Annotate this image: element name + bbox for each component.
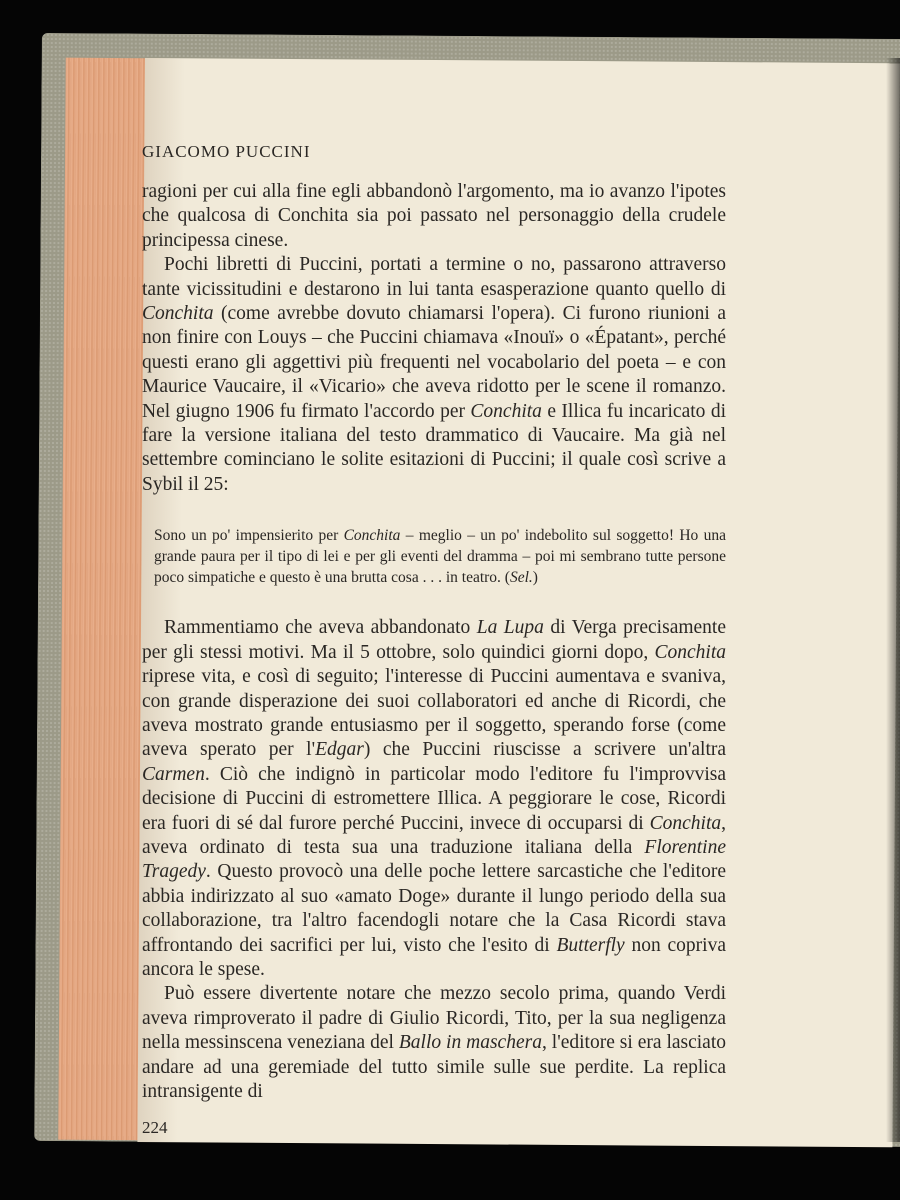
paragraph-3-text-b: di Verga precisamente per gli stessi motivi. Ma il 5 ottobre, solo quindici giorni dopo, — [142, 617, 726, 663]
paragraph-1: ragioni per cui alla fine egli abbandonò l'argomento, ma io avanzo l'ipotes che qualcosa di Conchita sia poi passato nel personaggio della crudele principessa cinese. — [142, 181, 726, 251]
paragraph-2 — [142, 253, 726, 497]
quote-title-1: Conchita — [343, 527, 401, 545]
quote-text-c: ) — [532, 569, 538, 587]
paragraph-3-title-4: Carmen — [142, 763, 205, 785]
page-content — [130, 142, 726, 1138]
paragraph-3-title-2: Conchita — [654, 641, 726, 663]
paragraph-3-text-c: riprese vita, e così di seguito; l'interesse di Puccini aumentava e svaniva, con grande disperazione dei suoi collaboratori ed anche di Ricordi, che aveva mostrato grande entusiasmo per il soggetto, sperando forse (come aveva sperato per l' — [142, 666, 726, 761]
page-number: 224 — [142, 1118, 168, 1138]
gutter-shadow — [886, 58, 900, 1142]
quote-text-b: – meglio – un po' indebolito sul soggetto! Ho una grande paura per il tipo di lei e per gli eventi del dramma – poi mi sembrano tutte persone poco simpatiche e questo è una brutta cosa . . . in teatro. ( — [154, 527, 726, 587]
paragraph-2-text-c: e Illica fu incaricato di fare la versione italiana del testo drammatico di Vaucaire. Ma già nel settembre cominciano le solite esitazioni di Puccini; il quale così scrive a Sybil il 25: — [142, 400, 726, 495]
paragraph-3-title-5: Conchita — [649, 812, 722, 834]
paragraph-3-title-6: Florentine Tragedy — [142, 836, 726, 883]
paragraph-3-title-1: La Lupa — [476, 617, 544, 639]
paragraph-3-text-g: . Questo provocò una delle poche lettere sarcastiche che l'editore abbia indirizzato al suo «amato Doge» durante il lungo periodo della sua collaborazione, tra l'altro facendogli notare che la Casa Ricordi stava affrontando dei sacrifici per lui, visto che l'esito di — [142, 861, 726, 956]
paragraph-3-text-h: non copriva ancora le spese. — [142, 934, 726, 980]
paragraph-3 — [142, 616, 726, 982]
paragraph-4-text-b: , l'editore si era lasciato andare ad una geremiade del tutto simile sulle sue perdite. La replica intransigente di — [142, 1032, 727, 1102]
paragraph-2-text-b: (come avrebbe dovuto chiamarsi l'opera). Ci furono riunioni a non finire con Louys – che Puccini chiamava «Inouï» o «Épatant», perché questi erano gli aggettivi più frequenti nel vocabolario del poeta – e con Maurice Vaucaire, il «Vicario» che aveva ridotto per le scene il romanzo. Nel giugno 1906 fu firmato l'accordo per — [142, 303, 726, 422]
paragraph-2-text-a: Pochi libretti di Puccini, portati a termine o no, passarono attraverso tante vicissitudini e destarono in lui tanta esasperazione quanto quello di — [142, 254, 726, 300]
block-quote — [154, 525, 726, 588]
quote-text-a: Sono un po' impensierito per — [154, 527, 344, 545]
paragraph-4-title-1: Ballo in maschera — [398, 1032, 542, 1054]
paragraph-3-text-a: Rammentiamo che aveva abbandonato — [164, 617, 477, 639]
paragraph-3-text-f: , aveva ordinato di testa sua una traduzione italiana della — [142, 812, 726, 858]
paragraph-2-title-2: Conchita — [470, 400, 542, 422]
paragraph-3-text-d: ) che Puccini riuscisse a scrivere un'altra — [363, 739, 727, 761]
running-head: GIACOMO PUCCINI — [142, 142, 311, 161]
paragraph-2-title-1: Conchita — [142, 303, 214, 325]
paragraph-3-title-7: Butterfly — [556, 934, 625, 956]
quote-source: Sel. — [509, 569, 533, 587]
paragraph-4 — [142, 982, 726, 1104]
paragraph-4-text-a: Può essere divertente notare che mezzo secolo prima, quando Verdi aveva rimproverato il padre di Giulio Ricordi, Tito, per la sua negligenza nella messinscena veneziana del — [142, 983, 726, 1054]
paragraph-3-title-3: Edgar — [315, 739, 364, 761]
paragraph-3-text-e: . Ciò che indignò in particolar modo l'editore fu l'improvvisa decisione di Puccini di estromettere Illica. A peggiorare le cose, Ricordi era fuori di sé dal furore perché Puccini, invece di occuparsi di — [142, 763, 726, 834]
